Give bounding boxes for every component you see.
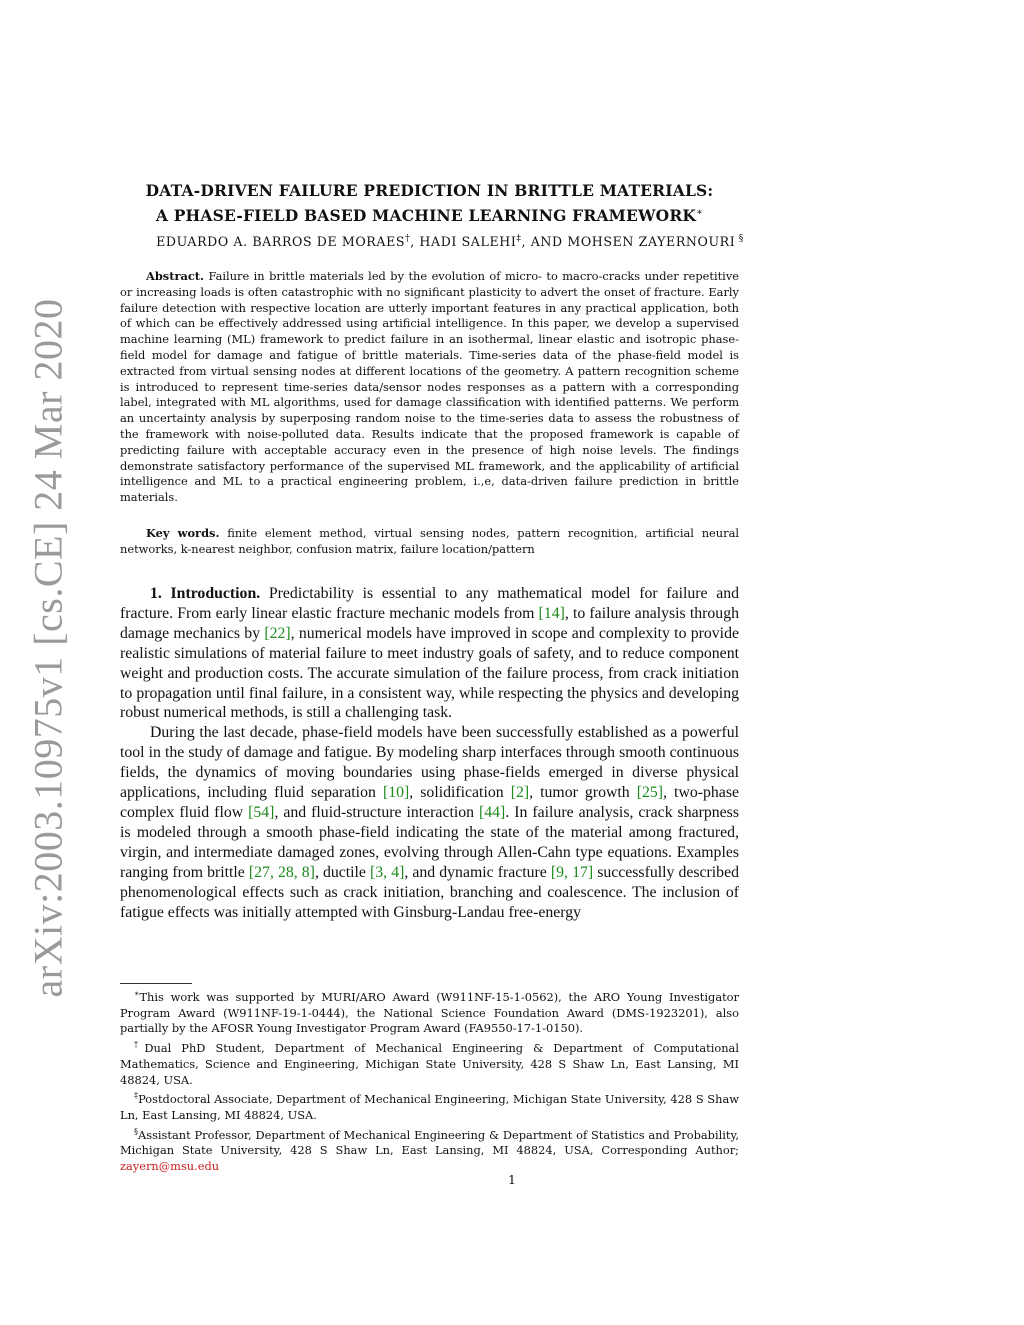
keywords-text: finite element method, virtual sensing nodes, pattern recognition, artificial neural networks, k-nearest neighbor, confusion matrix, failure location/pattern (120, 526, 739, 556)
email-link[interactable]: zayern@msu.edu (120, 1159, 220, 1174)
body-text: , solidification (409, 784, 511, 802)
footnote-text: Dual PhD Student, Department of Mechanical Engineering & Department of Computational Mathematics, Science and Engineering, Michigan State University, 428 S Shaw Ln, East Lansing, MI 48824, USA. (120, 1040, 739, 1087)
footnote-mark: ∗ (134, 989, 140, 998)
citation-link[interactable]: [2] (510, 784, 530, 802)
footnote-mark: ‡ (134, 1091, 139, 1101)
page-number: 1 (508, 1172, 516, 1187)
body-text: successfully described phenomenological effects such as crack initiation, branching and coalescence. The inclusion of fatigue effects was initially attempted with Ginsburg-Landau free-energy (120, 863, 739, 921)
citation-link[interactable]: [22] (264, 624, 291, 642)
body-text: , and dynamic fracture (404, 863, 551, 881)
title-line-2 (120, 202, 739, 227)
footnote-text: Assistant Professor, Department of Mechanical Engineering & Department of Statistics and Probability, Michigan State University, 428 S Shaw Ln, East Lansing, MI 48824, USA, Corresponding Author; (120, 1127, 739, 1158)
citation-link[interactable]: [27, 28, 8] (248, 863, 315, 881)
body-text: , numerical models have improved in scope and complexity to provide realistic simulations of material failure to meet industry goals of safety, and to reduce component weight and production costs. The accurate simulation of the failure process, from crack initiation to propagation until final failure, in a consistent way, while respecting the physics and developing robust numerical methods, is still a challenging task. (120, 624, 739, 722)
introduction-section (120, 584, 739, 922)
author-3: MOHSEN ZAYERNOURI (567, 234, 736, 250)
footnote-author-3 (120, 1124, 739, 1175)
body-text: , two-phase complex fluid flow (120, 784, 739, 821)
citation-link[interactable]: [25] (636, 784, 664, 802)
footnote-divider (120, 983, 192, 984)
citation-link[interactable]: [10] (382, 784, 410, 802)
body-text: During the last decade, phase-field models have been successfully established as a powerful tool in the study of damage and fatigue. By modeling sharp interfaces through smooth continuous fields, the dynamics of moving boundaries using phase-fields emerged in diverse physical applications, including fluid separation (120, 724, 739, 802)
body-text: , and fluid-structure interaction (274, 803, 479, 821)
author-2-mark: ‡ (516, 234, 522, 244)
footnote-author-1 (120, 1037, 739, 1088)
footnote-text: Postdoctoral Associate, Department of Mechanical Engineering, Michigan State University, 428 S Shaw Ln, East Lansing, MI 48824, USA. (120, 1092, 739, 1122)
section-heading: 1. Introduction. (150, 585, 261, 602)
intro-paragraph-2 (120, 723, 739, 922)
body-text: , to failure analysis through damage mechanics by (120, 604, 739, 642)
paper-title (120, 180, 739, 227)
footnote-mark: § (134, 1126, 138, 1136)
body-text: . In failure analysis, crack sharpness is modeled through a smooth phase-field indicating the state of the material among fractured, virgin, and intermediate damaged zones, evolving through Allen-Cahn type equations. Examples ranging from brittle (120, 803, 739, 881)
author-1-mark: † (405, 234, 411, 244)
author-separator: , AND (521, 234, 568, 250)
footnote-text: This work was supported by MURI/ARO Award (W911NF-15-1-0562), the ARO Young Investigator Program Award (W911NF-19-1-0444), the National Science Foundation Award (DMS-1923201), also partially by the AFOSR Young Investigator Program Award (FA9550-17-1-0150). (120, 989, 739, 1036)
title-footnote-mark: ∗ (696, 207, 704, 218)
citation-link[interactable]: [3, 4] (370, 863, 405, 881)
body-text: Predictability is essential to any mathematical model for failure and fracture. From early linear elastic fracture mechanic models from (120, 585, 740, 622)
body-text: , ductile (314, 863, 371, 881)
footnote-funding (120, 986, 739, 1037)
author-1: EDUARDO A. BARROS DE MORAES (156, 234, 406, 250)
author-2: HADI SALEHI (419, 234, 517, 250)
abstract-text: Failure in brittle materials led by the evolution of micro- to macro-cracks under repetitive or increasing loads is often catastrophic with no significant plasticity to advert the onset of fracture. Early failure detection with respective location are utterly important features in any practical application, both of which can be effectively addressed using artificial intelligence. In this paper, we develop a supervised machine learning (ML) framework to predict failure in an isothermal, linear elastic and isotropic phase-field model for damage and fatigue of brittle materials. Time-series data of the phase-field model is extracted from virtual sensing nodes at different locations of the geometry. A pattern recognition scheme is introduced to represent time-series data/sensor nodes responses as a pattern with a corresponding label, integrated with ML algorithms, used for damage classification with identified patterns. We perform an uncertainty analysis by superposing random noise to the time-series data to assess the robustness of the framework with noise-polluted data. Results indicate that the proposed framework is capable of predicting failure with acceptable accuracy even in the presence of high noise levels. The findings demonstrate satisfactory performance of the supervised ML framework, and the applicability of artificial intelligence and ML to a practical engineering problem, i.,e, data-driven failure prediction in brittle materials. (120, 269, 739, 505)
arxiv-identifier: arXiv:2003.10975v1 [cs.CE] 24 Mar 2020 (25, 298, 71, 998)
citation-link[interactable]: [14] (538, 604, 565, 622)
body-text: , tumor growth (529, 784, 637, 802)
keywords (120, 526, 739, 558)
author-3-mark: § (735, 234, 744, 244)
intro-paragraph-1 (120, 584, 739, 723)
footnote-author-2 (120, 1088, 739, 1123)
author-separator: , (410, 234, 420, 250)
footnote-mark: † (134, 1040, 145, 1050)
abstract-label: Abstract. (146, 269, 205, 283)
citation-link[interactable]: [54] (248, 803, 275, 821)
citation-link[interactable]: [9, 17] (550, 863, 594, 881)
abstract (120, 269, 739, 506)
title-line-2-text: A PHASE-FIELD BASED MACHINE LEARNING FRAMEWORK (155, 206, 697, 226)
footnotes (120, 986, 739, 1175)
citation-link[interactable]: [44] (479, 803, 506, 821)
keywords-label: Key words. (146, 526, 220, 540)
author-list (120, 234, 780, 249)
title-line-1: DATA-DRIVEN FAILURE PREDICTION IN BRITTLE MATERIALS: (145, 181, 714, 200)
